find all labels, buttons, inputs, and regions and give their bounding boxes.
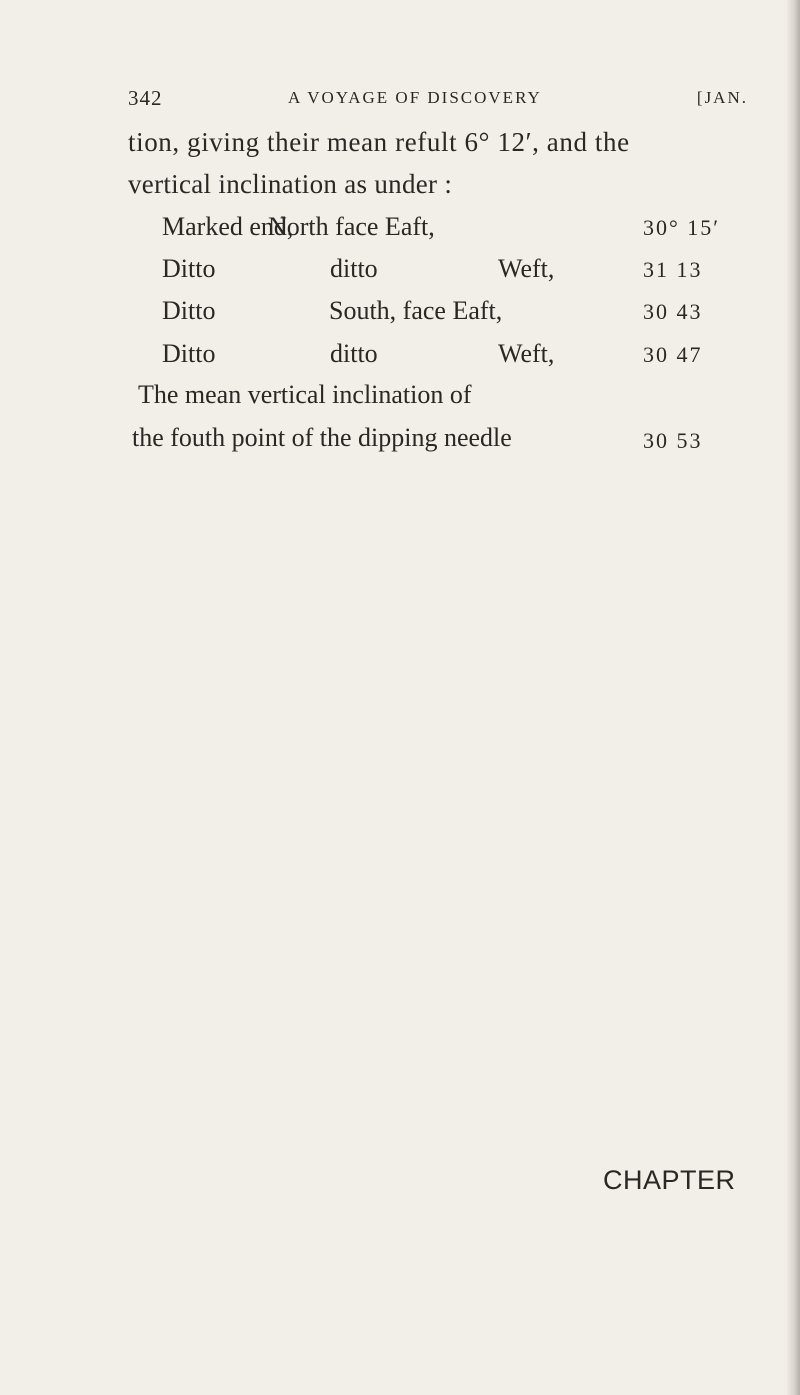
row-value: 30° 15′ (643, 215, 721, 240)
row-end-label: Ditto (162, 339, 216, 368)
catchword: CHAPTER (603, 1165, 736, 1195)
summary-value: 30 53 (643, 428, 703, 453)
page-header (128, 86, 748, 122)
table-row (0, 212, 800, 252)
row-end-label: Ditto (162, 296, 216, 325)
body-line-1: tion, giving their mean refult 6° 12′, and the (128, 127, 630, 157)
row-end-label: Marked end, (162, 212, 294, 241)
summary-line-2: the fouth point of the dipping needle (132, 423, 512, 452)
row-face-label: South, face Eaft, (329, 296, 503, 325)
row-side-label: Weft, (498, 339, 555, 368)
table-row (0, 296, 800, 336)
row-value: 30 43 (643, 299, 703, 324)
table-row (0, 339, 800, 379)
running-title: A VOYAGE OF DISCOVERY (288, 88, 542, 107)
row-face-label: North face Eaft, (268, 212, 435, 241)
row-end-label: Ditto (162, 254, 216, 283)
table-row (0, 254, 800, 294)
row-value: 30 47 (643, 342, 703, 367)
row-face-label: ditto (330, 254, 378, 283)
row-value: 31 13 (643, 257, 703, 282)
page-number: 342 (128, 86, 163, 110)
body-line-2: vertical inclination as under : (128, 169, 453, 199)
page-edge-shadow (786, 0, 800, 1395)
row-face-label: ditto (330, 339, 378, 368)
header-month: [JAN. (696, 88, 748, 107)
summary-line-1: The mean vertical inclination of (138, 380, 472, 409)
row-side-label: Weft, (498, 254, 555, 283)
